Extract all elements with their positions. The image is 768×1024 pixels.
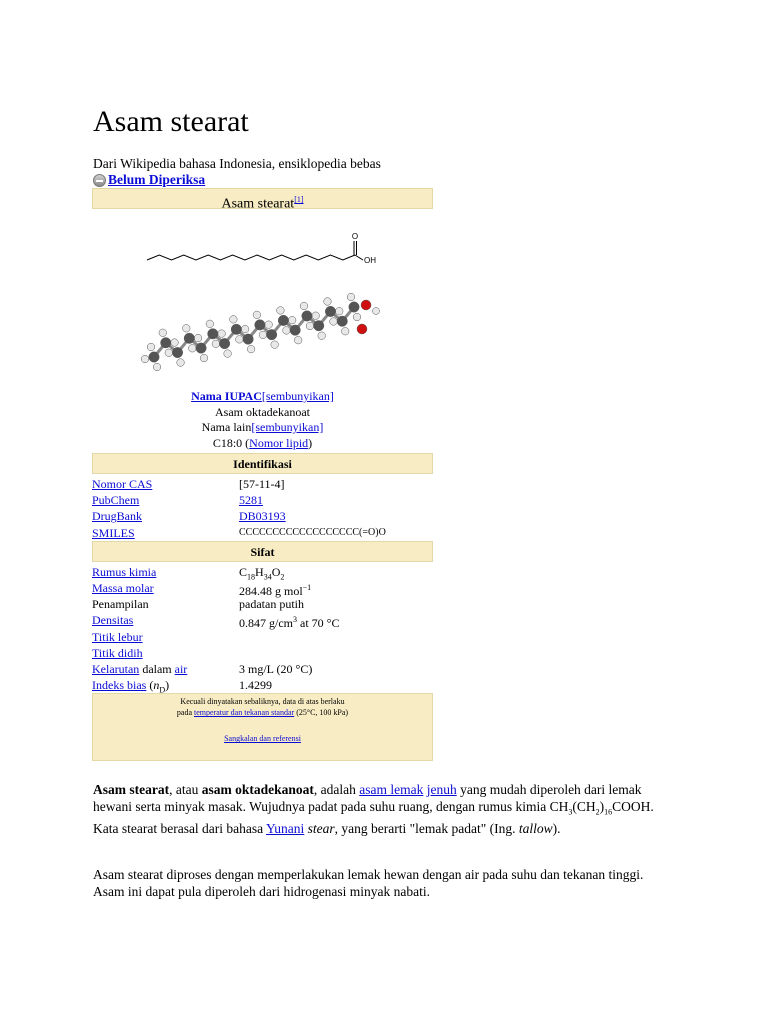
appearance-label: Penampilan [92, 597, 149, 612]
hydrogen-atom [212, 340, 220, 348]
hydrogen-atom [194, 334, 202, 342]
saturated-link[interactable]: jenuh [426, 782, 457, 797]
greek-language-link[interactable]: Yunani [266, 820, 305, 836]
carbon-atom [243, 334, 253, 344]
page-title: Asam stearat [93, 105, 249, 138]
hydrogen-atom [218, 330, 226, 338]
standard-conditions-link[interactable]: temperatur dan tekanan standar [194, 708, 295, 718]
pubchem-id-link[interactable]: 5281 [239, 493, 263, 508]
table-row [92, 596, 433, 612]
article-paragraph-1: Asam stearat, atau asam oktadekanoat, adalah asam lemak jenuh yang mudah diperoleh dari lemak hewani serta minyak masak. Wujudnya padat pada suhu ruang, dengan rumus kimia $CH_3(CH_2)_{16}COOH$. Kata stearat berasal dari bahasa Yunani stear, yang berarti "lemak padat" (Ing. tallow). [93, 782, 654, 836]
carbon-atom [231, 324, 241, 334]
appearance-value: padatan putih [239, 597, 304, 612]
carbon-atom [266, 329, 276, 339]
other-names-label: Nama lain [201, 420, 252, 434]
infobox-title-text: Asam stearat [221, 196, 295, 212]
iupac-hide-toggle[interactable]: [sembunyikan] [261, 389, 334, 403]
properties-header: Sifat [92, 541, 433, 562]
iupac-name-link[interactable]: Nama IUPAC [191, 389, 262, 403]
hydrogen-atom [283, 327, 291, 335]
hydrogen-atom [259, 331, 267, 339]
oxygen-atom [361, 300, 371, 310]
other-name-prefix: C18:0 ( [212, 435, 250, 450]
hydrogen-atom [324, 298, 332, 306]
hydrogen-atom [171, 339, 179, 347]
hydrogen-atom [330, 318, 338, 326]
other-names-hide-toggle[interactable]: [sembunyikan] [251, 420, 324, 434]
table-row [92, 661, 433, 677]
refractive-index-value: 1.4299 [239, 678, 272, 693]
hydrogen-atom [341, 327, 349, 335]
structure-images [92, 209, 433, 389]
chemical-formula-value: $C_{18}H_{34}O_2$ [239, 564, 285, 582]
review-status [93, 171, 205, 189]
density-link[interactable]: Densitas [92, 613, 134, 628]
table-row [92, 508, 433, 524]
melting-point-link[interactable]: Titik lebur [92, 629, 143, 644]
hydrogen-atom [306, 322, 314, 330]
hydrogen-atom [236, 336, 244, 344]
table-row [92, 564, 433, 580]
drugbank-id-link[interactable]: DB03193 [239, 509, 286, 524]
carbon-atom [161, 338, 171, 348]
hydrogen-atom [230, 316, 238, 324]
hydrogen-atom [224, 350, 232, 358]
infobox-title [92, 188, 433, 212]
table-row [92, 492, 433, 508]
infobox-footnote: Kecuali dinyatakan sebaliknya, data di atas berlaku pada temperatur dan tekanan standar (25°C, 100 kPa) Sangkalan dan referensi [92, 693, 433, 761]
hydrogen-atom [141, 355, 149, 363]
hydrogen-atom [271, 341, 279, 349]
hydrogen-atom [159, 329, 167, 337]
carbon-atom [278, 315, 288, 325]
carbon-atom [219, 338, 229, 348]
carbon-atom [290, 325, 300, 335]
hydrogen-atom [177, 359, 185, 367]
hydrogen-atom [241, 325, 249, 333]
melting-point-value [239, 629, 433, 645]
table-row [92, 645, 433, 661]
carbon-atom [196, 343, 206, 353]
other-name-suffix: ) [308, 435, 313, 450]
names-section [92, 389, 433, 451]
hydrogen-atom [312, 312, 320, 320]
carbon-atom [337, 316, 347, 326]
hydrogen-atom [288, 316, 296, 324]
minus-circle-icon [93, 174, 106, 187]
table-row [92, 476, 433, 492]
oxygen-atom [357, 324, 367, 334]
hydrogen-atom [335, 307, 343, 315]
article-paragraph-2: Asam stearat diproses dengan memperlakukan lemak hewan dengan air pada suhu dan tekanan tinggi. Asam ini dapat pula diperoleh dari hidrogenasi minyak nabati. [93, 867, 644, 899]
table-row [92, 677, 433, 693]
drugbank-link[interactable]: DrugBank [92, 509, 142, 524]
carbon-atom [184, 333, 194, 343]
table-row [92, 612, 433, 631]
solubility-label: Kelarutan dalam air [92, 661, 188, 676]
hydrogen-atom [347, 293, 355, 301]
hydrogen-atom [188, 344, 196, 352]
reference-link[interactable]: [1] [294, 195, 304, 204]
skeletal-formula-image [92, 209, 433, 389]
hydrogen-atom [200, 354, 208, 362]
boiling-point-value [239, 645, 433, 661]
hydrogen-atom [300, 302, 308, 310]
hydrogen-atom [165, 349, 173, 357]
footnote-line1: Kecuali dinyatakan sebaliknya, data di atas berlaku [180, 697, 345, 707]
page-subtitle: Dari Wikipedia bahasa Indonesia, ensiklopedia bebas [93, 156, 381, 171]
hydrogen-atom [247, 345, 255, 353]
review-status-link[interactable]: Belum Diperiksa [108, 172, 206, 187]
hydrogen-atom [253, 311, 261, 319]
carbon-atom [302, 311, 312, 321]
hydrogen-atom [318, 332, 326, 340]
hydrogen-atom [294, 336, 302, 344]
carbon-atom [314, 321, 324, 331]
density-value: 0.847 $g/cm^3$ at 70 °C [239, 615, 340, 631]
hydrogen-atom [147, 343, 155, 351]
hydrogen-atom [277, 307, 285, 315]
refractive-index-link[interactable]: Indeks bias [92, 678, 147, 693]
fatty-acid-link[interactable]: asam lemak [359, 782, 424, 797]
table-row [92, 629, 433, 645]
carbon-atom [349, 302, 359, 312]
disclaimer-link[interactable]: Sangkalan dan referensi [224, 734, 301, 744]
refractive-index-label: Indeks bias $(n_D)$ [92, 678, 170, 695]
hydrogen-atom [353, 313, 361, 321]
hydrogen-atom [206, 320, 214, 328]
smiles-link[interactable]: SMILES [92, 525, 135, 540]
carbon-atom [255, 320, 265, 330]
cas-number-link[interactable]: Nomor CAS [92, 477, 153, 491]
iupac-name: Asam oktadekanoat [215, 404, 310, 419]
carbon-atom [172, 347, 182, 357]
ball-and-stick-model [141, 293, 379, 371]
hydrogen-atom [182, 324, 190, 332]
pubchem-link[interactable]: PubChem [92, 493, 140, 508]
table-row [92, 580, 433, 596]
chemical-formula-link[interactable]: Rumus kimia [92, 564, 157, 579]
solubility-link[interactable]: Kelarutan [92, 661, 140, 676]
skeletal-formula [147, 241, 363, 260]
table-row [92, 525, 433, 541]
carbon-atom [208, 329, 218, 339]
infobox [92, 188, 433, 761]
identification-header: Identifikasi [92, 453, 433, 474]
boiling-point-link[interactable]: Titik didih [92, 645, 143, 660]
water-link[interactable]: air [174, 661, 188, 676]
solubility-value: 3 mg/L (20 °C) [239, 661, 313, 676]
carbon-atom [149, 352, 159, 362]
molar-mass-link[interactable]: Massa molar [92, 580, 154, 595]
molar-mass-value: 284.48 g mol$^{-1}$ [239, 582, 312, 598]
carbon-atom [325, 306, 335, 316]
hydrogen-atom [373, 308, 380, 315]
smiles-value: CCCCCCCCCCCCCCCCCC(=O)O [239, 526, 386, 538]
hydroxyl-label: OH [364, 256, 376, 265]
lipid-number-link[interactable]: Nomor lipid [249, 435, 309, 450]
oxygen-label: O [351, 232, 359, 241]
hydrogen-atom [153, 363, 161, 371]
hydrogen-atom [265, 321, 273, 329]
cas-number-value: [57-11-4] [239, 477, 285, 491]
